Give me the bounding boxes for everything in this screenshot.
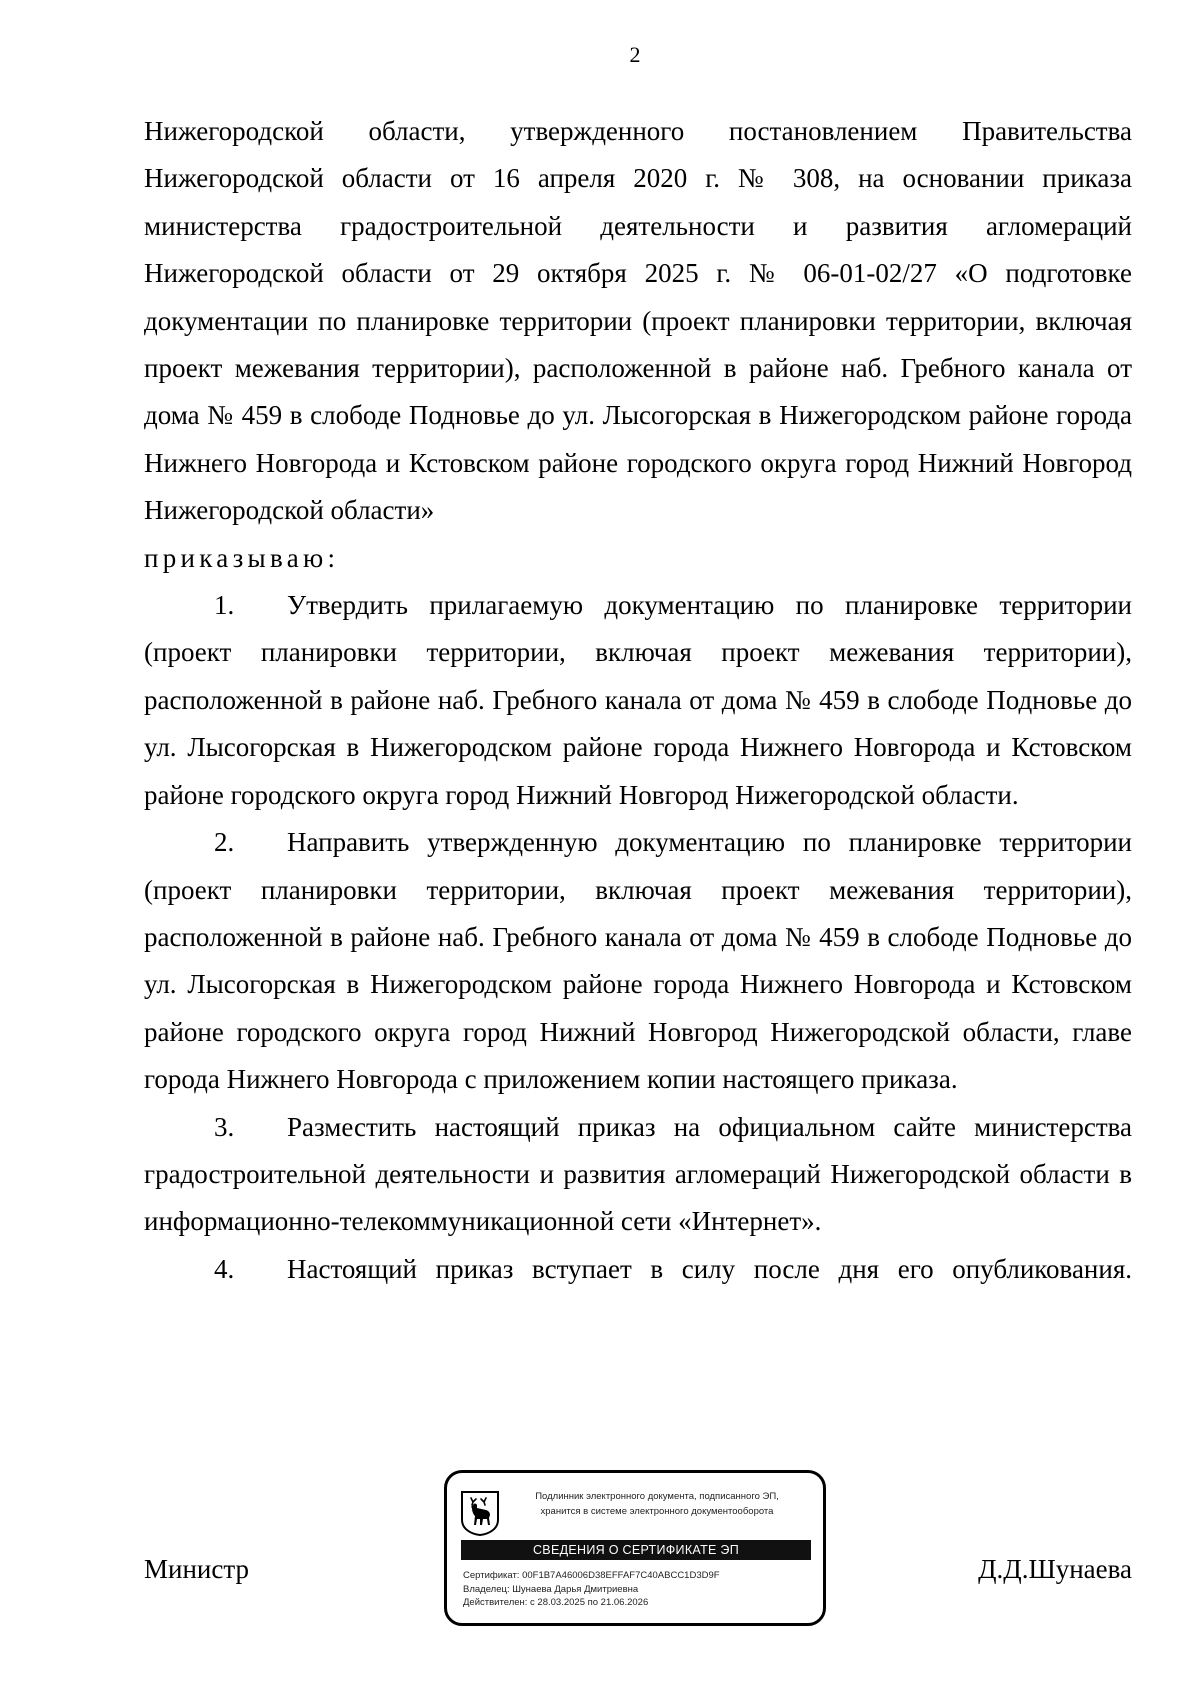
item-text: Настоящий приказ вступает в силу после дня его опубликования.	[287, 1253, 1132, 1284]
certificate-validity: Действителен: с 28.03.2025 по 21.06.2026	[463, 1597, 649, 1608]
page-number: 2	[629, 42, 641, 67]
certificate-info-bar: СВЕДЕНИЯ О СЕРТИФИКАТЕ ЭП	[461, 1540, 811, 1560]
item-number: 4.	[214, 1253, 235, 1284]
order-item-1	[144, 582, 1132, 819]
item-text: Направить утвержденную документацию по планировке территории (проект планировки территории, включая проект межевания территории), расположенной в районе наб. Гребного канала от дома № 459 в слободе Подновье до ул. Лысогорская в Нижегородском районе города Нижнего Новгорода и Кстовском районе городского округа город Нижний Новгород Нижегородской области, главе города Нижнего Новгорода с приложением копии настоящего приказа.	[144, 827, 1132, 1095]
deer-emblem-icon	[460, 1490, 500, 1536]
stamp-header	[507, 1489, 807, 1519]
signatory-name: Д.Д.Шунаева	[978, 1554, 1132, 1584]
item-number: 2.	[214, 827, 235, 858]
document-body	[144, 108, 1132, 1293]
intro-paragraph: Нижегородской области, утвержденного постановлением Правительства Нижегородской области от 16 апреля 2020 г. № 308, на основании приказа министерства градостроительной деятельности и развития агломераций Нижегородской области от 29 октября 2025 г. № 06-01-02/27 «О подготовке документации по планировке территории (проект планировки территории, включая проект межевания территории), расположенной в районе наб. Гребного канала от дома № 459 в слободе Подновье до ул. Лысогорская в Нижегородском районе города Нижнего Новгорода и Кстовском районе городского округа город Нижний Новгород Нижегородской области»	[144, 116, 1132, 526]
order-item-3	[144, 1104, 1132, 1246]
item-text: Утвердить прилагаемую документацию по планировке территории (проект планировки территории, включая проект межевания территории), расположенной в районе наб. Гребного канала от дома № 459 в слободе Подновье до ул. Лысогорская в Нижегородском районе города Нижнего Новгорода и Кстовском районе городского округа город Нижний Новгород Нижегородской области.	[144, 590, 1132, 810]
certificate-details	[463, 1569, 720, 1610]
order-word: приказываю:	[144, 542, 340, 573]
order-item-2	[144, 819, 1132, 1103]
stamp-header-line: Подлинник электронного документа, подписанного ЭП,	[535, 1491, 779, 1502]
electronic-signature-stamp	[444, 1470, 826, 1626]
item-number: 3.	[214, 1111, 235, 1142]
item-text: Разместить настоящий приказ на официальном сайте министерства градостроительной деятельности и развития агломераций Нижегородской области в информационно-телекоммуникационной сети «Интернет».	[144, 1111, 1132, 1237]
item-number: 1.	[214, 590, 235, 621]
certificate-number: Сертификат: 00F1B7A46006D38EFFAF7C40ABCC1D3D9F	[463, 1570, 720, 1581]
signatory-title: Министр	[144, 1554, 249, 1584]
certificate-owner: Владелец: Шунаева Дарья Дмитриевна	[463, 1583, 639, 1595]
stamp-header-line: хранится в системе электронного документооборота	[540, 1506, 774, 1517]
order-item-4	[144, 1246, 1132, 1293]
